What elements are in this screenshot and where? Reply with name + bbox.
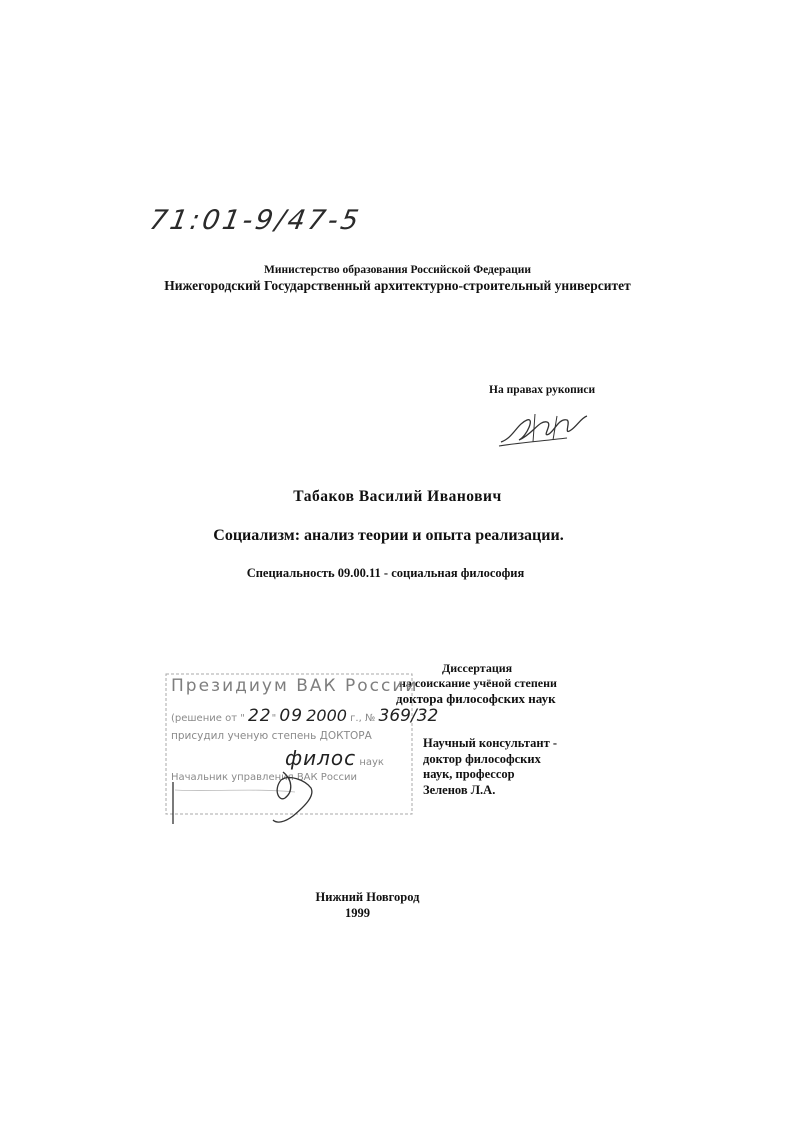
scientific-consultant <box>423 736 557 798</box>
dissertation-title: Социализм: анализ теории и опыта реализации. <box>213 527 564 544</box>
author-signature-icon <box>497 408 592 450</box>
ministry-heading: Министерство образования Российской Федерации <box>263 264 532 276</box>
vak-approval-stamp <box>165 668 439 820</box>
stamp-year: 2000 <box>306 706 347 725</box>
stamp-month: 09 <box>279 706 304 726</box>
rights-notice: На правах рукописи <box>489 384 596 396</box>
handwritten-call-number: 71:01-9/47-5 <box>147 205 364 236</box>
consultant-degree: доктор философских <box>423 751 541 766</box>
city: Нижний Новгород <box>315 890 420 904</box>
author-name: Табаков Василий Иванович <box>293 488 502 505</box>
stamp-number: 369/32 <box>378 706 439 726</box>
stamp-field: филос <box>285 746 357 770</box>
stamp-decision-line: (решение от " 22" 09 2000 г., № 369/32 <box>171 706 439 726</box>
year: 1999 <box>345 906 370 920</box>
consultant-name: Зеленов Л.А. <box>423 782 496 797</box>
stamp-field-suffix: наук <box>359 757 384 768</box>
stamp-official-line: Начальник управления ВАК России <box>171 772 357 783</box>
dissertation-label: Диссертация <box>442 661 513 675</box>
consultant-role: Научный консультант - <box>423 736 558 750</box>
dissertation-degree-name: доктора философских наук <box>396 691 556 706</box>
stamp-decision-prefix: (решение от " <box>171 713 245 724</box>
stamp-degree-line: присудил ученую степень ДОКТОРА <box>171 730 372 742</box>
stamp-number-prefix: г., № <box>350 713 376 724</box>
official-signature-icon <box>165 768 325 828</box>
stamp-authority: Президиум ВАК России <box>171 676 419 696</box>
consultant-title: наук, профессор <box>423 767 515 781</box>
specialty-line: Специальность 09.00.11 - социальная философия <box>246 566 525 580</box>
university-heading: Нижегородский Государственный архитектурно-строительный университет <box>164 278 631 293</box>
dissertation-degree-line: на соискание учёной степени <box>399 676 557 690</box>
stamp-day: 22 <box>247 706 272 726</box>
stamp-field-line <box>285 746 384 770</box>
